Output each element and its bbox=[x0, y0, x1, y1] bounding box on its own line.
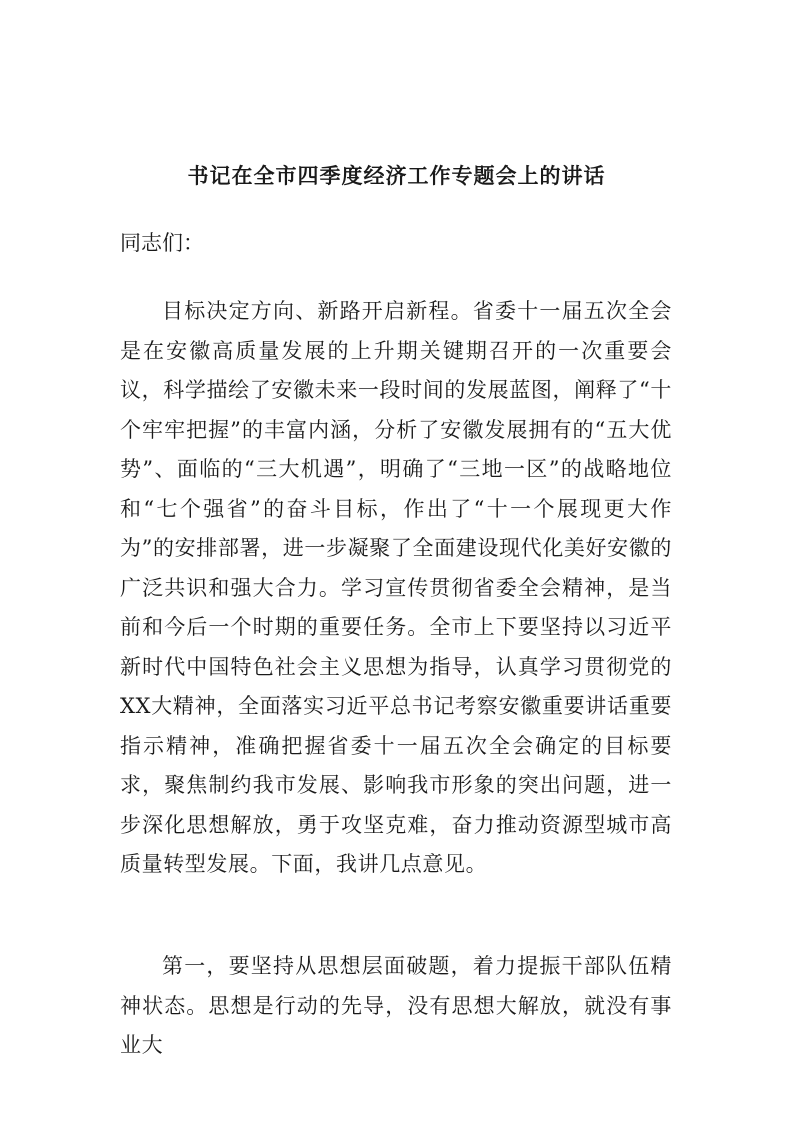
paragraph-2: 第一，要坚持从思想层面破题，着力提振干部队伍精神状态。思想是行动的先导，没有思想大解放，就没有事业大 bbox=[120, 954, 672, 1057]
paragraph-1: 目标决定方向、新路开启新程。省委十一届五次全会是在安徽高质量发展的上升期关键期召开的一次重要会议，科学描绘了安徽未来一段时间的发展蓝图，阐释了“十个牢牢把握”的丰富内涵，分析了安徽发展拥有的“五大优势”、面临的“三大机遇”，明确了“三地一区”的战略地位和“七个强省”的奋斗目标，作出了“十一个展现更大作为”的安排部署，进一步凝聚了全面建设现代化美好安徽的广泛共识和强大合力。学习宣传贯彻省委全会精神，是当前和今后一个时期的重要任务。全市上下要坚持以习近平新时代中国特色社会主义思想为指导，认真学习贯彻党的XX大精神，全面落实习近平总书记考察安徽重要讲话重要指示精神，准确把握省委十一届五次全会确定的目标要求，聚焦制约我市发展、影响我市形象的突出问题，进一步深化思想解放，勇于攻坚克难，奋力推动资源型城市高质量转型发展。下面，我讲几点意见。 bbox=[120, 299, 672, 876]
salutation: 同志们： bbox=[120, 231, 204, 255]
document-title: 书记在全市四季度经济工作专题会上的讲话 bbox=[187, 163, 606, 188]
